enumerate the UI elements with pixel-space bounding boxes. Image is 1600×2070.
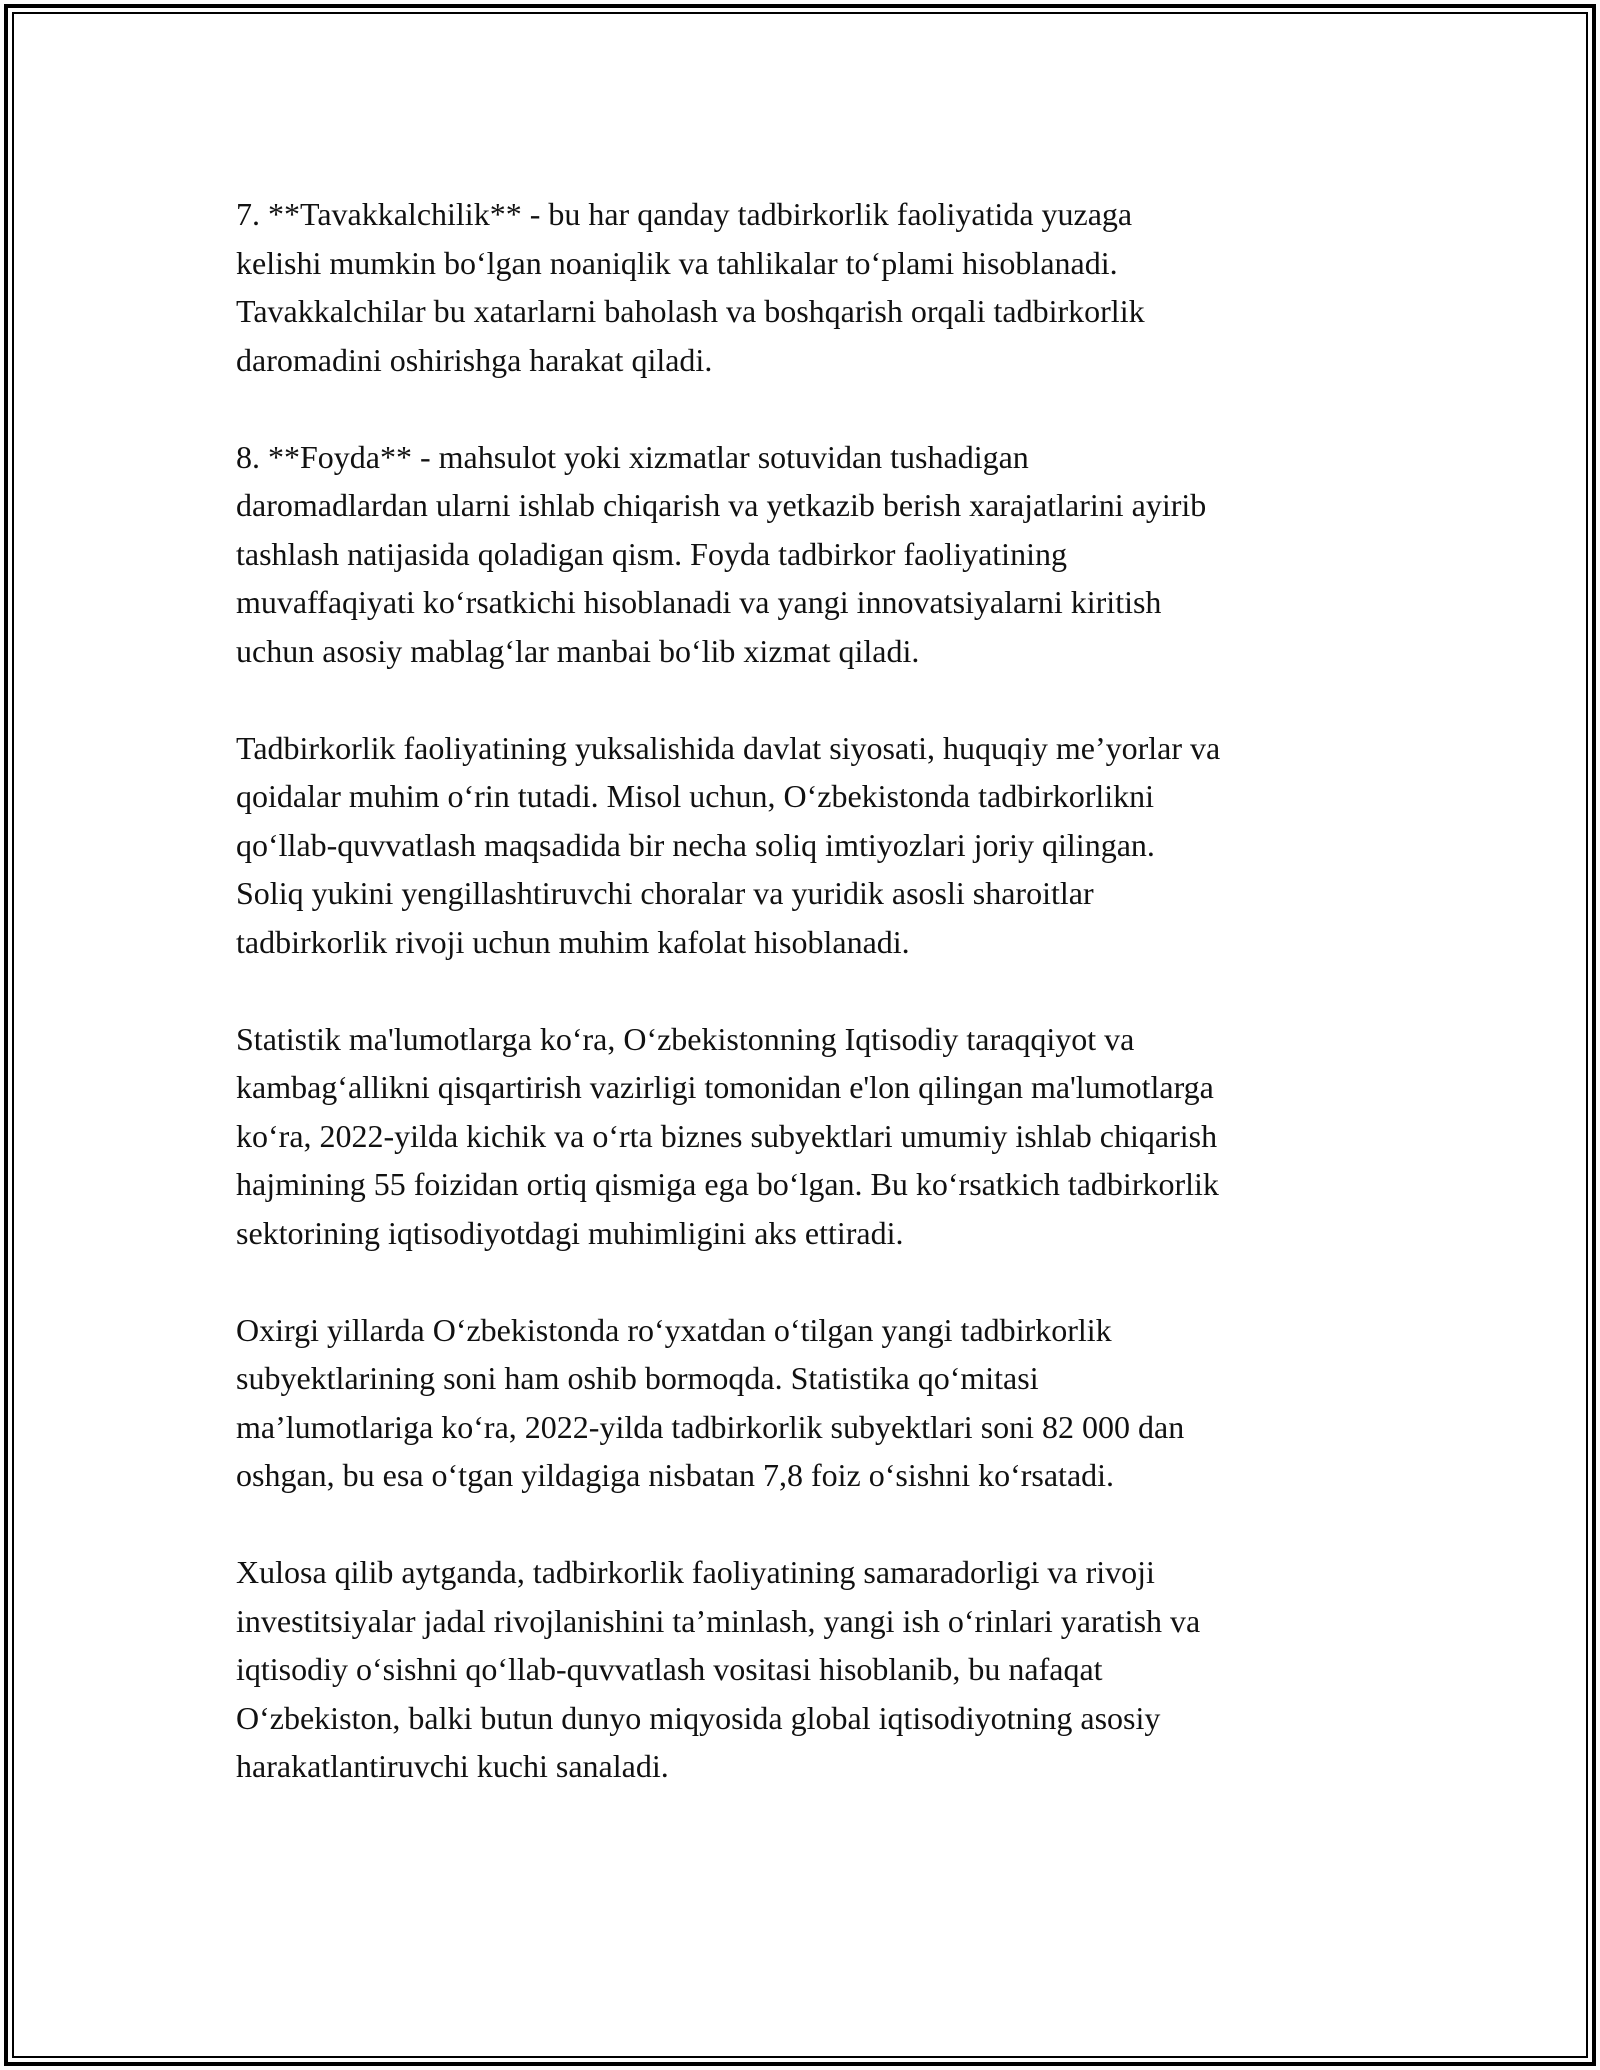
- paragraph-davlat-siyosati: [236, 724, 1376, 967]
- text-line: 8. **Foyda** - mahsulot yoki xizmatlar sotuvidan tushadigan: [236, 438, 1029, 475]
- text-line: Xulosa qilib aytganda, tadbirkorlik faoliyatining samaradorligi va rivoji: [236, 1554, 1155, 1590]
- paragraph-oxirgi-yillarda: [236, 1306, 1376, 1500]
- text-line: Soliq yukini yengillashtiruvchi choralar va yuridik asosli sharoitlar: [236, 875, 1094, 911]
- text-line: muvaffaqiyati ko‘rsatkichi hisoblanadi va yangi innovatsiyalarni kiritish: [236, 584, 1162, 620]
- text-line: ko‘ra, 2022-yilda kichik va o‘rta biznes subyektlari umumiy ishlab chiqarish: [236, 1117, 1218, 1154]
- paragraph-xulosa: [236, 1548, 1376, 1791]
- text-line: qo‘llab-quvvatlash maqsadida bir necha soliq imtiyozlari joriy qilingan.: [236, 826, 1155, 863]
- text-line: daromadlardan ularni ishlab chiqarish va yetkazib berish xarajatlarini ayirib: [236, 487, 1207, 523]
- text-line: subyektlarining soni ham oshib bormoqda. Statistika qo‘mitasi: [236, 1360, 1039, 1396]
- text-line: tashlash natijasida qoladigan qism. Foyda tadbirkor faoliyatining: [236, 535, 1067, 572]
- paragraph-foyda: [236, 433, 1376, 676]
- text-line: uchun asosiy mablag‘lar manbai bo‘lib xizmat qiladi.: [236, 632, 920, 669]
- text-line: Tavakkalchilar bu xatarlarni baholash va boshqarish orqali tadbirkorlik: [236, 293, 1145, 329]
- text-line: qoidalar muhim o‘rin tutadi. Misol uchun, O‘zbekistonda tadbirkorlikni: [236, 778, 1155, 814]
- text-line: Oxirgi yillarda O‘zbekistonda ro‘yxatdan o‘tilgan yangi tadbirkorlik: [236, 1311, 1112, 1348]
- document-body: [236, 190, 1376, 1839]
- text-line: kambag‘allikni qisqartirish vazirligi tomonidan e'lon qilingan ma'lumotlarga: [236, 1069, 1214, 1105]
- paragraph-tavakkalchilik: [236, 190, 1376, 384]
- text-line: tadbirkorlik rivoji uchun muhim kafolat hisoblanadi.: [236, 923, 910, 960]
- text-line: sektorining iqtisodiyotdagi muhimligini aks ettiradi.: [236, 1214, 904, 1251]
- text-line: harakatlantiruvchi kuchi sanaladi.: [236, 1748, 669, 1784]
- text-line: kelishi mumkin bo‘lgan noaniqlik va tahlikalar to‘plami hisoblanadi.: [236, 244, 1118, 281]
- text-line: O‘zbekiston, balki butun dunyo miqyosida global iqtisodiyotning asosiy: [236, 1699, 1161, 1736]
- text-line: daromadini oshirishga harakat qiladi.: [236, 341, 713, 378]
- text-line: Statistik ma'lumotlarga ko‘ra, O‘zbekistonning Iqtisodiy taraqqiyot va: [236, 1020, 1135, 1057]
- paragraph-statistik: [236, 1015, 1376, 1258]
- text-line: ma’lumotlariga ko‘ra, 2022-yilda tadbirkorlik subyektlari soni 82 000 dan: [236, 1408, 1185, 1445]
- text-line: hajmining 55 foizidan ortiq qismiga ega bo‘lgan. Bu ko‘rsatkich tadbirkorlik: [236, 1166, 1219, 1202]
- text-line: iqtisodiy o‘sishni qo‘llab-quvvatlash vositasi hisoblanib, bu nafaqat: [236, 1651, 1103, 1687]
- text-line: investitsiyalar jadal rivojlanishini ta’minlash, yangi ish o‘rinlari yaratish va: [236, 1602, 1201, 1639]
- text-line: 7. **Tavakkalchilik** - bu har qanday tadbirkorlik faoliyatida yuzaga: [236, 196, 1133, 232]
- text-line: Tadbirkorlik faoliyatining yuksalishida davlat siyosati, huquqiy me’yorlar va: [236, 729, 1221, 766]
- text-line: oshgan, bu esa o‘tgan yildagiga nisbatan 7,8 foiz o‘sishni ko‘rsatadi.: [236, 1457, 1115, 1493]
